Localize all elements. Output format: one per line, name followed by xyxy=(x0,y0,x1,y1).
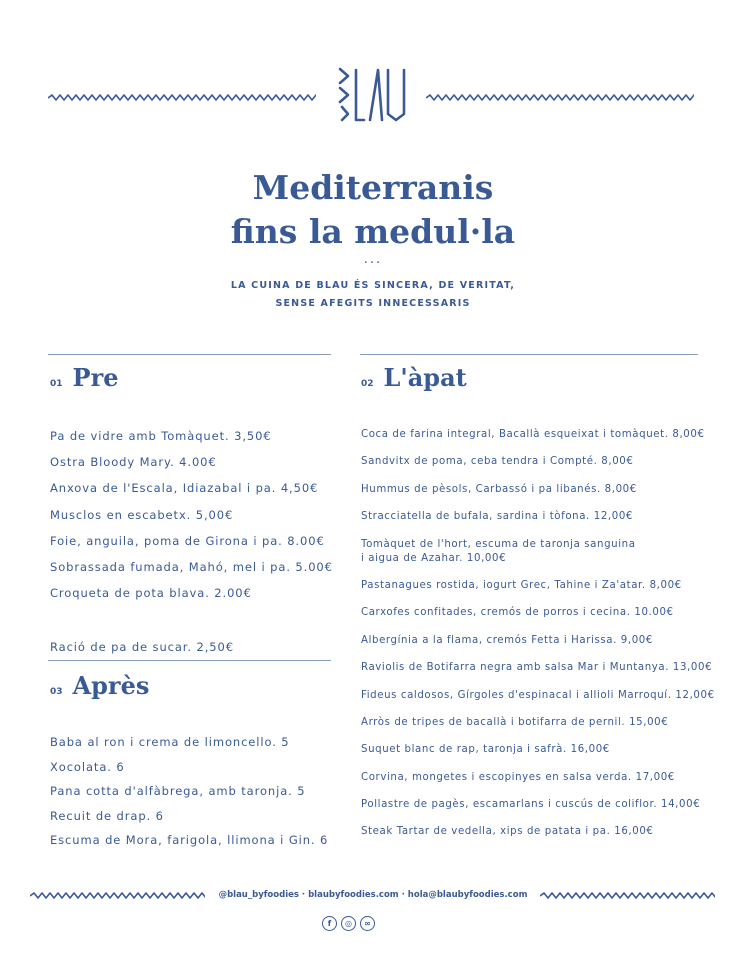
apat-item: Albergínia a la flama, cremós Fetta i Harissa. 9,00€ xyxy=(361,634,653,646)
apres-item: Pana cotta d'alfàbrega, amb taronja. 5 xyxy=(50,784,306,798)
section-pre-heading xyxy=(50,363,119,392)
apat-item: Suquet blanc de rap, taronja i safrà. 16,00€ xyxy=(361,744,610,756)
pre-item: Ostra Bloody Mary. 4.00€ xyxy=(50,455,217,470)
social-icons xyxy=(322,916,375,931)
section-pre-title: Pre xyxy=(72,363,119,392)
apat-item: Sandvitx de poma, ceba tendra i Compté. 8,00€ xyxy=(361,456,634,468)
pre-items-list xyxy=(50,429,333,612)
apat-item: Corvina, mongetes i escopinyes en salsa verda. 17,00€ xyxy=(361,771,675,783)
apres-item: Baba al ron i crema de limoncello. 5 xyxy=(50,735,290,749)
section-apres-title: Après xyxy=(72,671,150,700)
apat-item: Raviolis de Botifarra negra amb salsa Mar i Muntanya. 13,00€ xyxy=(361,662,713,674)
facebook-icon[interactable]: f xyxy=(322,916,337,931)
subtitle-line-2: SENSE AFEGITS INNECESSARIS xyxy=(275,298,471,309)
apres-item: Xocolata. 6 xyxy=(50,759,125,774)
title-line-2: fins la medul·la xyxy=(230,212,516,251)
header-wave-right xyxy=(426,93,694,103)
subtitle-line-1: LA CUINA DE BLAU ÉS SINCERA, DE VERITAT, xyxy=(230,280,516,291)
section-apat-heading xyxy=(361,363,467,392)
blau-logo-icon xyxy=(334,64,412,126)
apres-item: Escuma de Mora, farigola, llimona i Gin. 6 xyxy=(50,833,329,847)
page-title xyxy=(0,166,746,254)
title-dots: ... xyxy=(363,252,383,267)
section-apat-number: 02 xyxy=(361,379,374,389)
apat-item: Pollastre de pagès, escamarlans i cuscús de coliflor. 14,00€ xyxy=(361,799,701,811)
apat-item: Tomàquet de l'hort, escuma de taronja sanguina i aigua de Azahar. 10,00€ xyxy=(361,538,636,564)
pre-item: Musclos en escabetx. 5,00€ xyxy=(50,507,234,522)
apat-item: Carxofes confitades, cremós de porros i cecina. 10.00€ xyxy=(361,607,674,619)
instagram-icon[interactable]: ◎ xyxy=(341,916,356,931)
divider-apat xyxy=(360,354,698,355)
section-pre-number: 01 xyxy=(50,379,63,389)
apat-item: Steak Tartar de vedella, xips de patata i pa. 16,00€ xyxy=(361,826,654,838)
pre-extra-item: Ració de pa de sucar. 2,50€ xyxy=(50,640,234,654)
pre-item: Croqueta de pota blava. 2.00€ xyxy=(50,586,252,601)
footer-contact[interactable]: @blau_byfoodies · blaubyfoodies.com · hola@blaubyfoodies.com xyxy=(218,890,528,900)
pre-item: Foie, anguila, poma de Girona i pa. 8.00€ xyxy=(50,533,325,548)
pre-item: Sobrassada fumada, Mahó, mel i pa. 5.00€ xyxy=(50,559,333,574)
apat-item: Hummus de pèsols, Carbassó i pa libanés. 8,00€ xyxy=(361,483,637,495)
section-apres-number: 03 xyxy=(50,687,63,697)
apat-item: Coca de farina integral, Bacallà esqueixat i tomàquet. 8,00€ xyxy=(361,429,705,440)
pre-item: Pa de vidre amb Tomàquet. 3,50€ xyxy=(50,429,272,443)
header-wave-left xyxy=(48,93,316,103)
apres-items-list xyxy=(50,735,328,858)
subtitle xyxy=(0,277,746,313)
apat-item: Pastanagues rostida, iogurt Grec, Tahine i Za'atar. 8,00€ xyxy=(361,579,682,591)
tripadvisor-icon[interactable]: ∞ xyxy=(360,916,375,931)
pre-item: Anxova de l'Escala, Idiazabal i pa. 4,50€ xyxy=(50,481,319,496)
divider-pre xyxy=(48,354,331,355)
apat-item: Stracciatella de bufala, sardina i tòfona. 12,00€ xyxy=(361,511,633,523)
divider-apres xyxy=(48,660,331,661)
apat-item: Arròs de tripes de bacallà i botifarra de pernil. 15,00€ xyxy=(361,716,669,728)
blau-logo xyxy=(334,64,412,126)
apres-item: Recuit de drap. 6 xyxy=(50,808,164,823)
apat-items-list xyxy=(361,428,715,853)
section-apres-heading xyxy=(50,671,149,700)
section-apat-title: L'àpat xyxy=(383,363,467,392)
title-line-1: Mediterranis xyxy=(252,168,494,207)
apat-item: Fideus caldosos, Gírgoles d'espinacal i allioli Marroquí. 12,00€ xyxy=(361,689,715,701)
